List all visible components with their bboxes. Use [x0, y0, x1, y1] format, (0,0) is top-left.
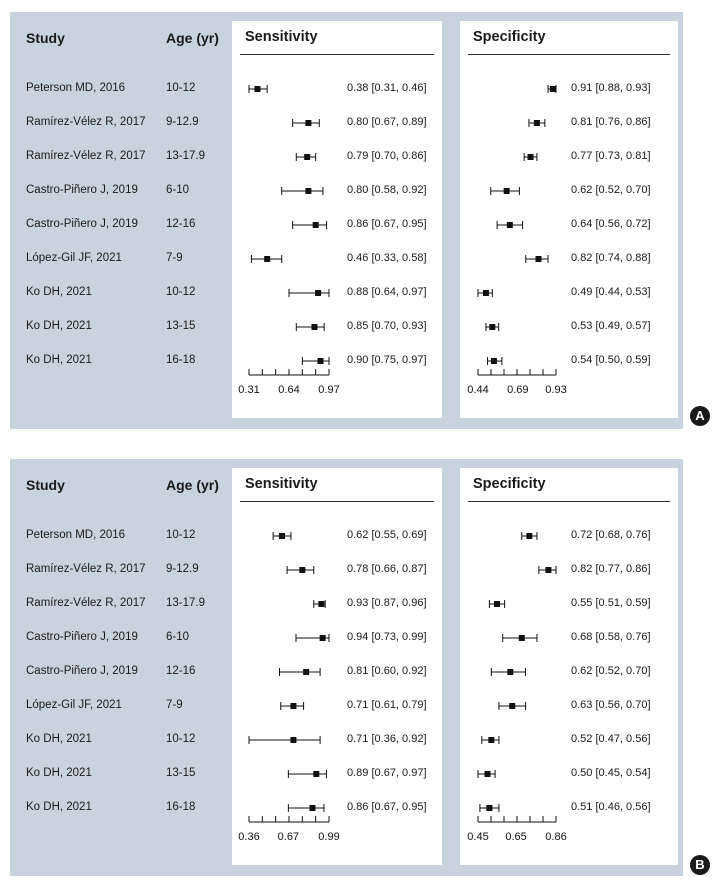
sensitivity-point-estimate	[290, 737, 296, 743]
sensitivity-title: Sensitivity	[245, 476, 318, 492]
study-name: Ko DH, 2021	[26, 286, 92, 298]
specificity-ci-label: 0.55 [0.51, 0.59]	[571, 597, 651, 609]
sensitivity-point-estimate	[313, 222, 319, 228]
study-name: Ko DH, 2021	[26, 801, 92, 813]
forest-plot-svg	[10, 459, 683, 876]
study-age: 9-12.9	[166, 116, 199, 128]
specificity-ci-label: 0.77 [0.73, 0.81]	[571, 150, 651, 162]
study-name: Castro-Piñero J, 2019	[26, 631, 138, 643]
study-name: Ramírez-Vélez R, 2017	[26, 563, 146, 575]
sensitivity-ci-label: 0.85 [0.70, 0.93]	[347, 320, 427, 332]
sensitivity-point-estimate	[303, 669, 309, 675]
specificity-point-estimate	[519, 635, 525, 641]
study-name: Ko DH, 2021	[26, 320, 92, 332]
study-name: Ramírez-Vélez R, 2017	[26, 116, 146, 128]
sensitivity-ci-label: 0.79 [0.70, 0.86]	[347, 150, 427, 162]
study-age: 13-15	[166, 767, 196, 779]
forest-panel-b	[10, 459, 683, 876]
specificity-point-estimate	[491, 358, 497, 364]
sensitivity-point-estimate	[305, 120, 311, 126]
specificity-point-estimate	[550, 86, 556, 92]
specificity-point-estimate	[509, 703, 515, 709]
study-name: Castro-Piñero J, 2019	[26, 665, 138, 677]
sensitivity-ci-label: 0.89 [0.67, 0.97]	[347, 767, 427, 779]
specificity-ci-label: 0.51 [0.46, 0.56]	[571, 801, 651, 813]
sensitivity-ci-label: 0.88 [0.64, 0.97]	[347, 286, 427, 298]
sensitivity-ci-label: 0.93 [0.87, 0.96]	[347, 597, 427, 609]
specificity-ci-label: 0.49 [0.44, 0.53]	[571, 286, 651, 298]
sensitivity-point-estimate	[309, 805, 315, 811]
forest-plot-svg	[10, 12, 683, 429]
age-header: Age (yr)	[166, 477, 219, 493]
specificity-point-estimate	[485, 771, 491, 777]
specificity-title: Specificity	[473, 29, 546, 45]
study-age: 6-10	[166, 631, 190, 643]
specificity-point-estimate	[504, 188, 510, 194]
sensitivity-ci-label: 0.80 [0.67, 0.89]	[347, 116, 427, 128]
panel-a-badge: A	[690, 406, 710, 426]
study-age: 16-18	[166, 354, 196, 366]
specificity-point-estimate	[489, 324, 495, 330]
study-age: 13-15	[166, 320, 196, 332]
sensitivity-point-estimate	[313, 771, 319, 777]
specificity-ci-label: 0.62 [0.52, 0.70]	[571, 665, 651, 677]
study-name: Ramírez-Vélez R, 2017	[26, 150, 146, 162]
specificity-tick-label: 0.44	[467, 384, 489, 396]
sensitivity-ci-label: 0.71 [0.61, 0.79]	[347, 699, 427, 711]
sensitivity-point-estimate	[315, 290, 321, 296]
sensitivity-ci-label: 0.71 [0.36, 0.92]	[347, 733, 427, 745]
sensitivity-point-estimate	[304, 154, 310, 160]
specificity-ci-label: 0.63 [0.56, 0.70]	[571, 699, 651, 711]
sensitivity-point-estimate	[264, 256, 270, 262]
specificity-tick-label: 0.69	[507, 384, 529, 396]
study-name: López-Gil JF, 2021	[26, 699, 122, 711]
forest-panel-a	[10, 12, 683, 429]
sensitivity-ci-label: 0.81 [0.60, 0.92]	[347, 665, 427, 677]
specificity-title: Specificity	[473, 476, 546, 492]
study-name: Ko DH, 2021	[26, 354, 92, 366]
sensitivity-tick-label: 0.64	[278, 384, 300, 396]
specificity-point-estimate	[526, 533, 532, 539]
study-age: 9-12.9	[166, 563, 199, 575]
sensitivity-ci-label: 0.62 [0.55, 0.69]	[347, 529, 427, 541]
sensitivity-point-estimate	[318, 358, 324, 364]
sensitivity-tick-label: 0.67	[277, 831, 300, 843]
sensitivity-ci-label: 0.90 [0.75, 0.97]	[347, 354, 427, 366]
study-age: 10-12	[166, 286, 196, 298]
study-age: 7-9	[166, 699, 183, 711]
specificity-point-estimate	[507, 222, 513, 228]
study-name: Peterson MD, 2016	[26, 82, 126, 94]
sensitivity-point-estimate	[320, 635, 326, 641]
study-age: 10-12	[166, 82, 196, 94]
specificity-tick-label: 0.65	[505, 831, 527, 843]
specificity-point-estimate	[483, 290, 489, 296]
specificity-ci-label: 0.81 [0.76, 0.86]	[571, 116, 651, 128]
specificity-point-estimate	[494, 601, 500, 607]
study-name: López-Gil JF, 2021	[26, 252, 122, 264]
study-age: 12-16	[166, 218, 196, 230]
specificity-ci-label: 0.50 [0.45, 0.54]	[571, 767, 651, 779]
sensitivity-ci-label: 0.46 [0.33, 0.58]	[347, 252, 427, 264]
study-name: Ko DH, 2021	[26, 767, 92, 779]
study-age: 16-18	[166, 801, 196, 813]
age-header: Age (yr)	[166, 30, 219, 46]
study-name: Ramírez-Vélez R, 2017	[26, 597, 146, 609]
sensitivity-point-estimate	[299, 567, 305, 573]
sensitivity-point-estimate	[290, 703, 296, 709]
sensitivity-title: Sensitivity	[245, 29, 318, 45]
study-age: 12-16	[166, 665, 196, 677]
study-header: Study	[26, 477, 65, 493]
study-age: 10-12	[166, 529, 196, 541]
sensitivity-tick-label: 0.36	[238, 831, 260, 843]
specificity-point-estimate	[534, 120, 540, 126]
specificity-ci-label: 0.82 [0.74, 0.88]	[571, 252, 651, 264]
study-header: Study	[26, 30, 65, 46]
specificity-tick-label: 0.93	[545, 384, 567, 396]
specificity-ci-label: 0.62 [0.52, 0.70]	[571, 184, 651, 196]
specificity-ci-label: 0.82 [0.77, 0.86]	[571, 563, 651, 575]
sensitivity-tick-label: 0.99	[318, 831, 340, 843]
specificity-ci-label: 0.52 [0.47, 0.56]	[571, 733, 651, 745]
specificity-ci-label: 0.64 [0.56, 0.72]	[571, 218, 651, 230]
specificity-tick-label: 0.45	[467, 831, 489, 843]
sensitivity-point-estimate	[305, 188, 311, 194]
specificity-point-estimate	[507, 669, 513, 675]
specificity-point-estimate	[528, 154, 534, 160]
sensitivity-ci-label: 0.86 [0.67, 0.95]	[347, 801, 427, 813]
specificity-point-estimate	[545, 567, 551, 573]
specificity-tick-label: 0.86	[545, 831, 567, 843]
specificity-ci-label: 0.91 [0.88, 0.93]	[571, 82, 651, 94]
specificity-point-estimate	[488, 737, 494, 743]
study-age: 10-12	[166, 733, 196, 745]
study-age: 13-17.9	[166, 150, 206, 162]
panel-b-badge: B	[690, 855, 710, 875]
sensitivity-point-estimate	[254, 86, 260, 92]
sensitivity-ci-label: 0.80 [0.58, 0.92]	[347, 184, 427, 196]
study-name: Ko DH, 2021	[26, 733, 92, 745]
sensitivity-point-estimate	[279, 533, 285, 539]
sensitivity-point-estimate	[311, 324, 317, 330]
specificity-ci-label: 0.72 [0.68, 0.76]	[571, 529, 651, 541]
specificity-ci-label: 0.53 [0.49, 0.57]	[571, 320, 651, 332]
study-age: 7-9	[166, 252, 183, 264]
specificity-ci-label: 0.68 [0.58, 0.76]	[571, 631, 651, 643]
sensitivity-ci-label: 0.78 [0.66, 0.87]	[347, 563, 427, 575]
sensitivity-ci-label: 0.38 [0.31, 0.46]	[347, 82, 427, 94]
study-name: Castro-Piñero J, 2019	[26, 184, 138, 196]
study-age: 6-10	[166, 184, 190, 196]
sensitivity-ci-label: 0.94 [0.73, 0.99]	[347, 631, 427, 643]
sensitivity-point-estimate	[318, 601, 324, 607]
specificity-point-estimate	[486, 805, 492, 811]
study-name: Peterson MD, 2016	[26, 529, 126, 541]
specificity-ci-label: 0.54 [0.50, 0.59]	[571, 354, 651, 366]
study-name: Castro-Piñero J, 2019	[26, 218, 138, 230]
sensitivity-tick-label: 0.97	[318, 384, 340, 396]
study-age: 13-17.9	[166, 597, 206, 609]
specificity-point-estimate	[535, 256, 541, 262]
sensitivity-ci-label: 0.86 [0.67, 0.95]	[347, 218, 427, 230]
sensitivity-tick-label: 0.31	[238, 384, 260, 396]
